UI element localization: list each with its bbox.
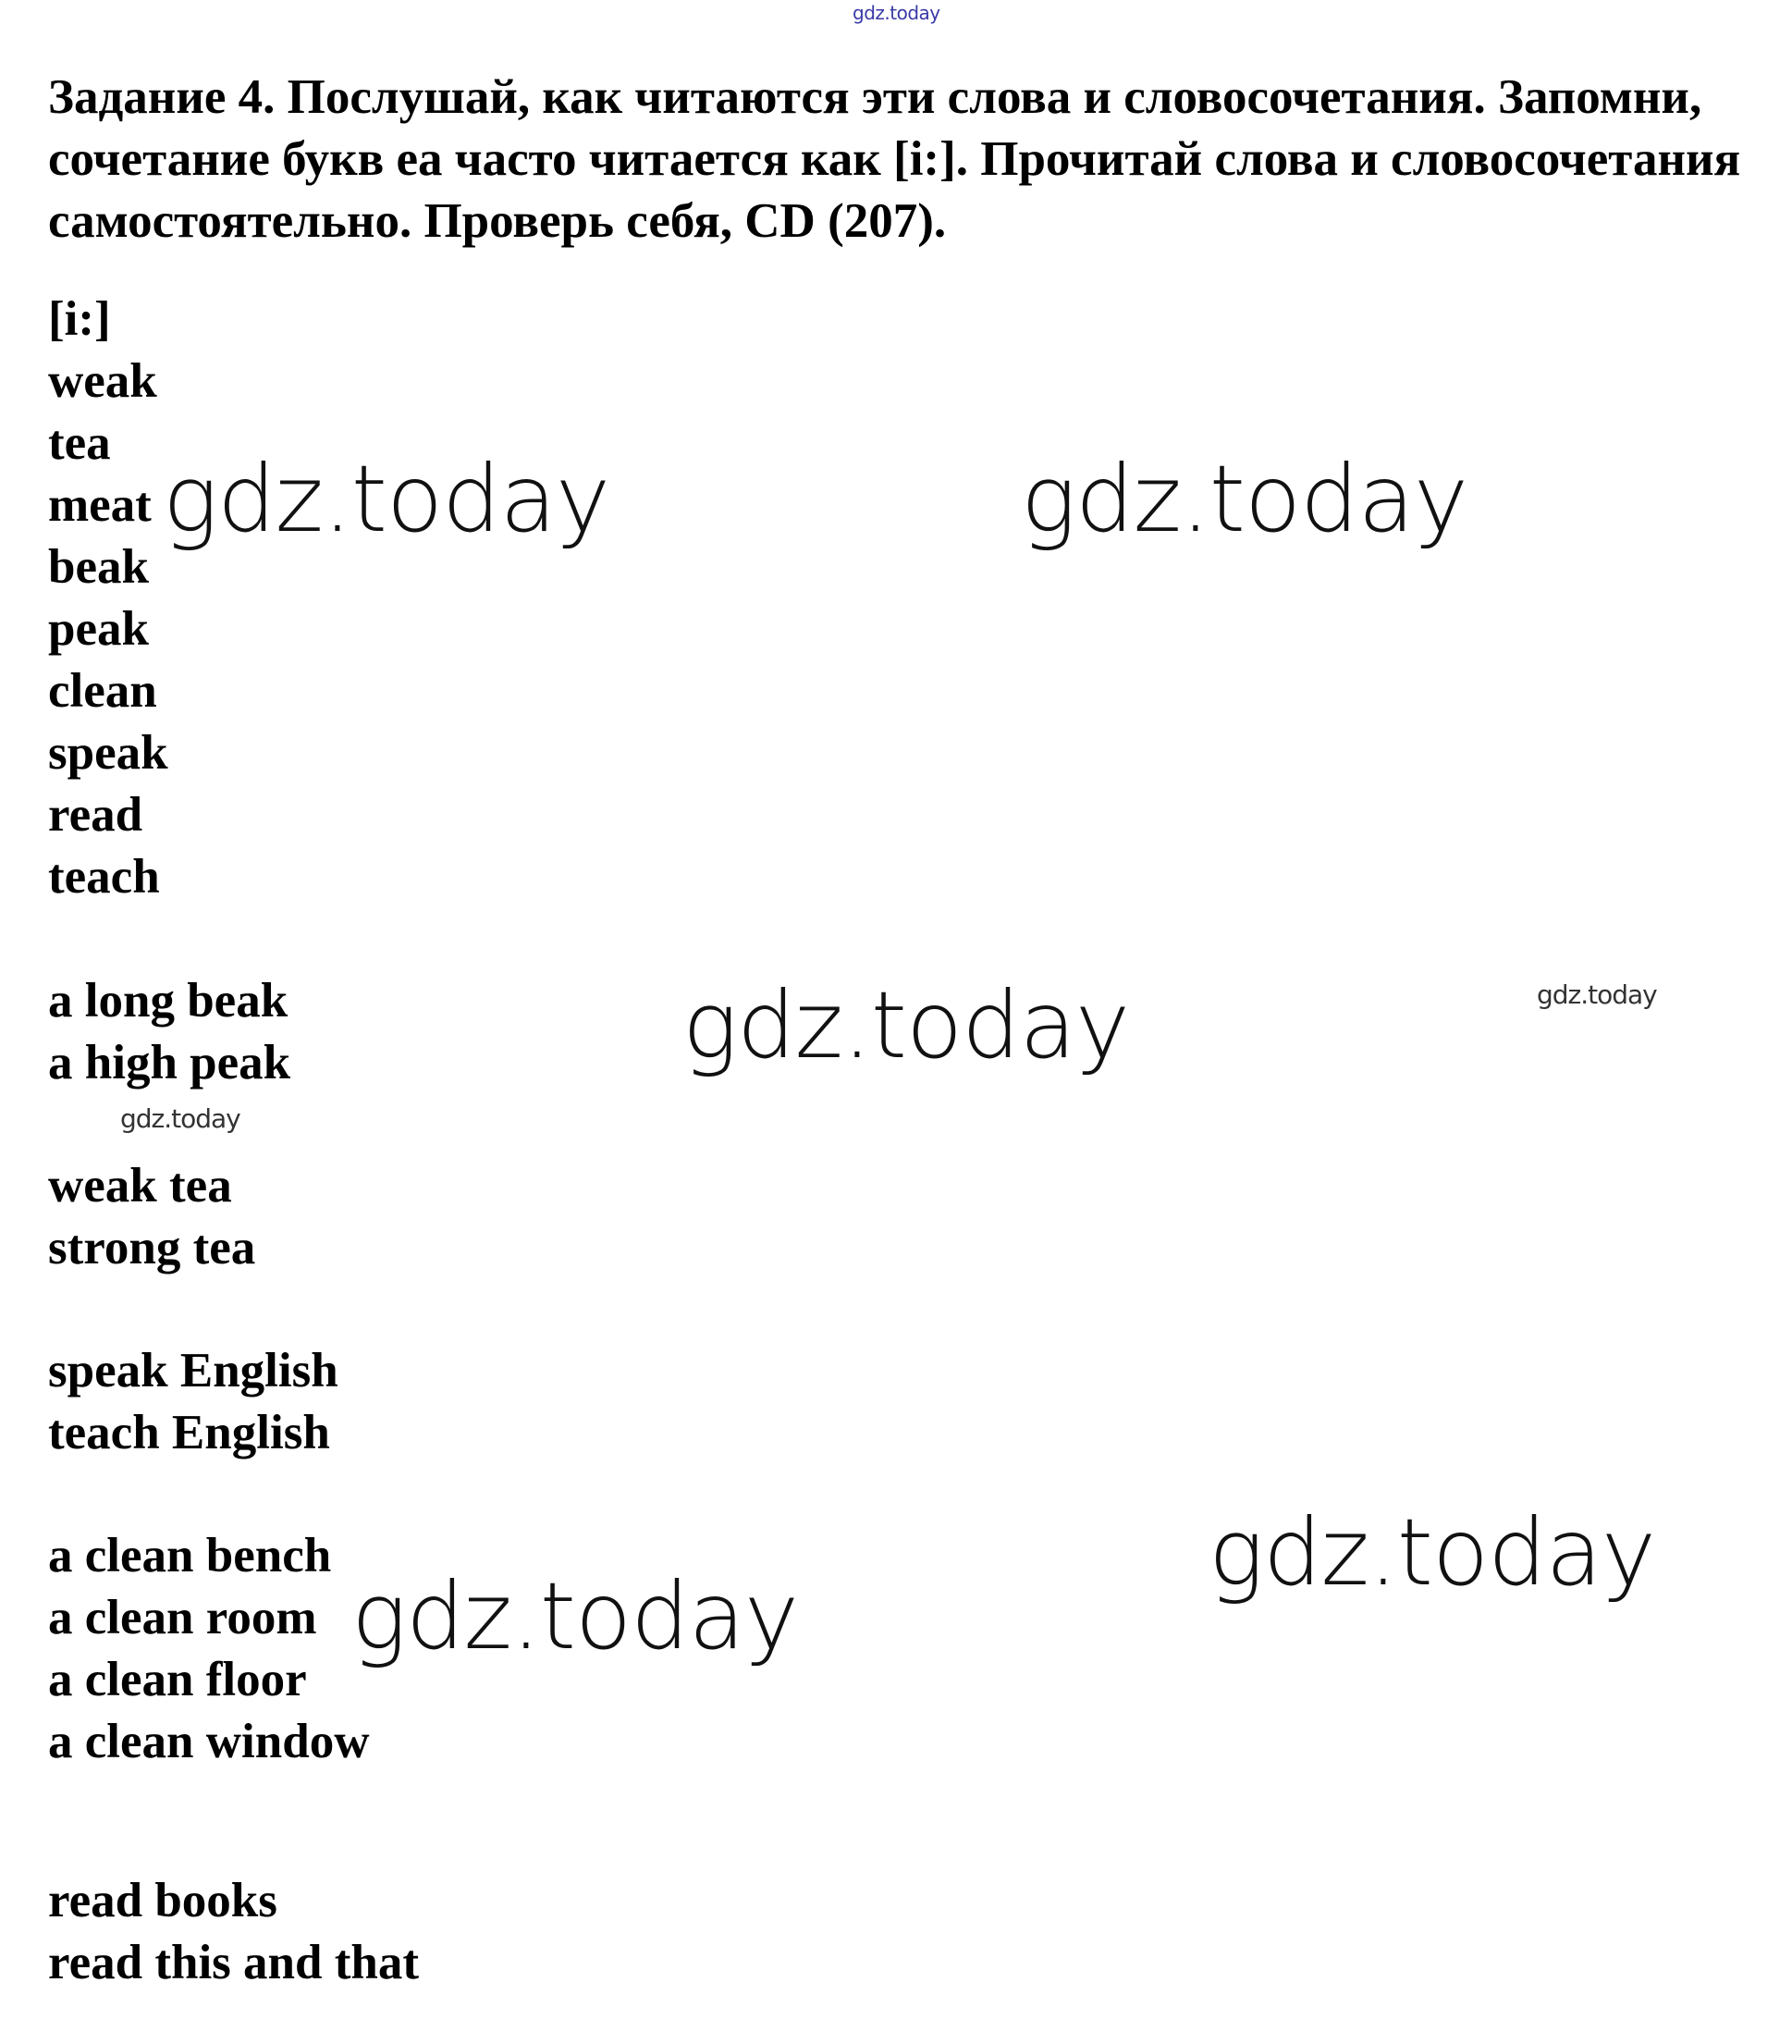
phrase-item: a clean floor: [48, 1653, 307, 1706]
phrase-item: a high peak: [48, 1036, 291, 1090]
word-item: peak: [48, 602, 149, 656]
watermark: gdz.today: [1537, 979, 1657, 1010]
word-item: teach: [48, 850, 160, 904]
word-item: read: [48, 788, 143, 842]
watermark: gdz.today: [1021, 445, 1468, 553]
word-item: clean: [48, 664, 157, 718]
watermark: gdz.today: [682, 971, 1130, 1079]
watermark: gdz.today: [163, 445, 610, 553]
phrase-item: speak English: [48, 1344, 338, 1398]
watermark: gdz.today: [1209, 1498, 1656, 1607]
phrase-item: weak tea: [48, 1159, 232, 1213]
phrase-item: strong tea: [48, 1221, 256, 1274]
task-instruction: Задание 4. Послушай, как читаются эти слова и словосочетания. Запомни, сочетание букв ea часто читается как [i:]. Прочитай слова и словосочетания самостоятельно. Проверь себя, CD (207).: [48, 70, 1741, 248]
word-item: meat: [48, 478, 152, 532]
phrase-item: read this and that: [48, 1936, 420, 1989]
word-item: weak: [48, 354, 157, 408]
watermark: gdz.today: [351, 1562, 799, 1670]
sound-heading: [i:]: [48, 292, 111, 346]
phrase-item: a long beak: [48, 974, 288, 1028]
word-item: beak: [48, 540, 149, 594]
watermark: gdz.today: [120, 1103, 240, 1134]
phrase-item: teach English: [48, 1406, 330, 1459]
word-item: tea: [48, 416, 111, 470]
word-item: speak: [48, 726, 168, 780]
phrase-item: a clean window: [48, 1715, 370, 1768]
phrase-item: a clean room: [48, 1591, 317, 1644]
watermark-top: gdz.today: [853, 2, 940, 24]
phrase-item: read books: [48, 1874, 277, 1927]
phrase-item: a clean bench: [48, 1529, 332, 1582]
